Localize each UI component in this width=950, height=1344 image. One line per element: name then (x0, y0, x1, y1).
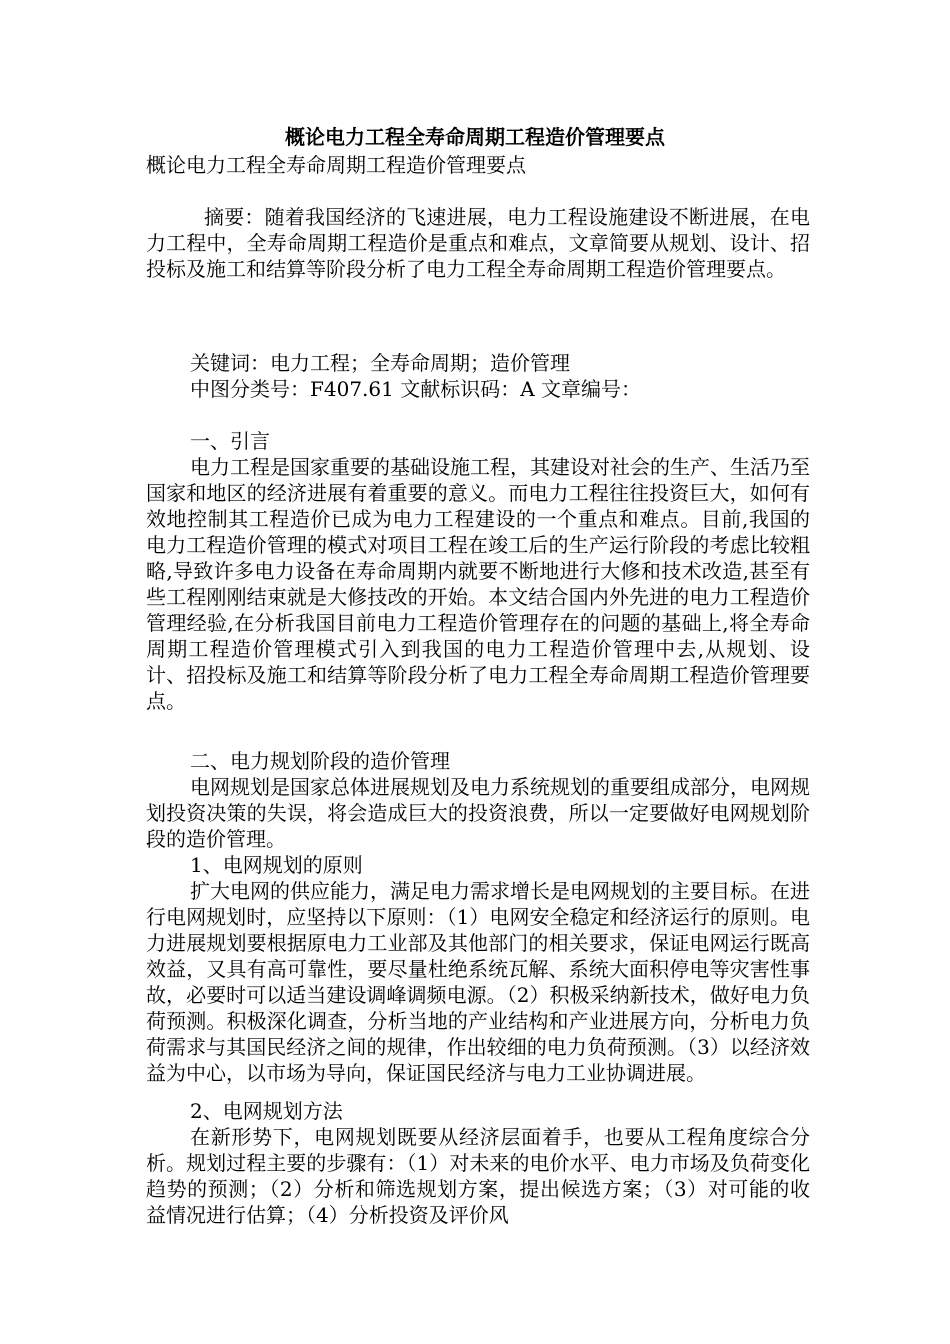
document-title: 概论电力工程全寿命周期工程造价管理要点 (285, 125, 665, 149)
document-subtitle: 概论电力工程全寿命周期工程造价管理要点 (146, 153, 526, 177)
keywords-line: 关键词：电力工程；全寿命周期；造价管理 (190, 351, 570, 375)
subsection-2-heading: 2、电网规划方法 (190, 1099, 343, 1123)
section-2-body: 电网规划是国家总体进展规划及电力系统规划的重要组成部分，电网规划投资决策的失误，将会造成巨大的投资浪费，所以一定要做好电网规划阶段的造价管理。 (146, 775, 810, 851)
section-1-body: 电力工程是国家重要的基础设施工程，其建设对社会的生产、生活乃至国家和地区的经济进展有着重要的意义。而电力工程往往投资巨大，如何有效地控制其工程造价已成为电力工程建设的一个重点和难点。目前,我国的电力工程造价管理的模式对项目工程在竣工后的生产运行阶段的考虑比较粗略,导致许多电力设备在寿命周期内就要不断地进行大修和技术改造,甚至有些工程刚刚结束就是大修技改的开始。本文结合国内外先进的电力工程造价管理经验,在分析我国目前电力工程造价管理存在的问题的基础上,将全寿命周期工程造价管理模式引入到我国的电力工程造价管理中去,从规划、设计、招投标及施工和结算等阶段分析了电力工程全寿命周期工程造价管理要点。 (146, 455, 810, 713)
section-1-heading: 一、引言 (190, 429, 270, 453)
subsection-2-body: 在新形势下，电网规划既要从经济层面着手，也要从工程角度综合分析。规划过程主要的步骤有：（1）对未来的电价水平、电力市场及负荷变化趋势的预测；（2）分析和筛选规划方案，提出候选方案；（3）对可能的收益情况进行估算；（4）分析投资及评价风 (146, 1125, 810, 1227)
abstract-paragraph: 摘要：随着我国经济的飞速进展，电力工程设施建设不断进展，在电力工程中，全寿命周期工程造价是重点和难点，文章简要从规划、设计、招投标及施工和结算等阶段分析了电力工程全寿命周期工程造价管理要点。 (146, 205, 810, 281)
section-2-heading: 二、电力规划阶段的造价管理 (190, 749, 450, 773)
subsection-1-heading: 1、电网规划的原则 (190, 853, 363, 877)
subsection-1-body: 扩大电网的供应能力，满足电力需求增长是电网规划的主要目标。在进行电网规划时，应坚持以下原则：（1）电网安全稳定和经济运行的原则。电力进展规划要根据原电力工业部及其他部门的相关要求，保证电网运行既高效益，又具有高可靠性，要尽量杜绝系统瓦解、系统大面积停电等灾害性事故，必要时可以适当建设调峰调频电源。（2）积极采纳新技术，做好电力负荷预测。积极深化调查，分析当地的产业结构和产业进展方向，分析电力负荷需求与其国民经济之间的规律，作出较细的电力负荷预测。（3）以经济效益为中心，以市场为导向，保证国民经济与电力工业协调进展。 (146, 879, 810, 1085)
classification-line: 中图分类号：F407.61 文献标识码：A 文章编号： (190, 377, 642, 401)
